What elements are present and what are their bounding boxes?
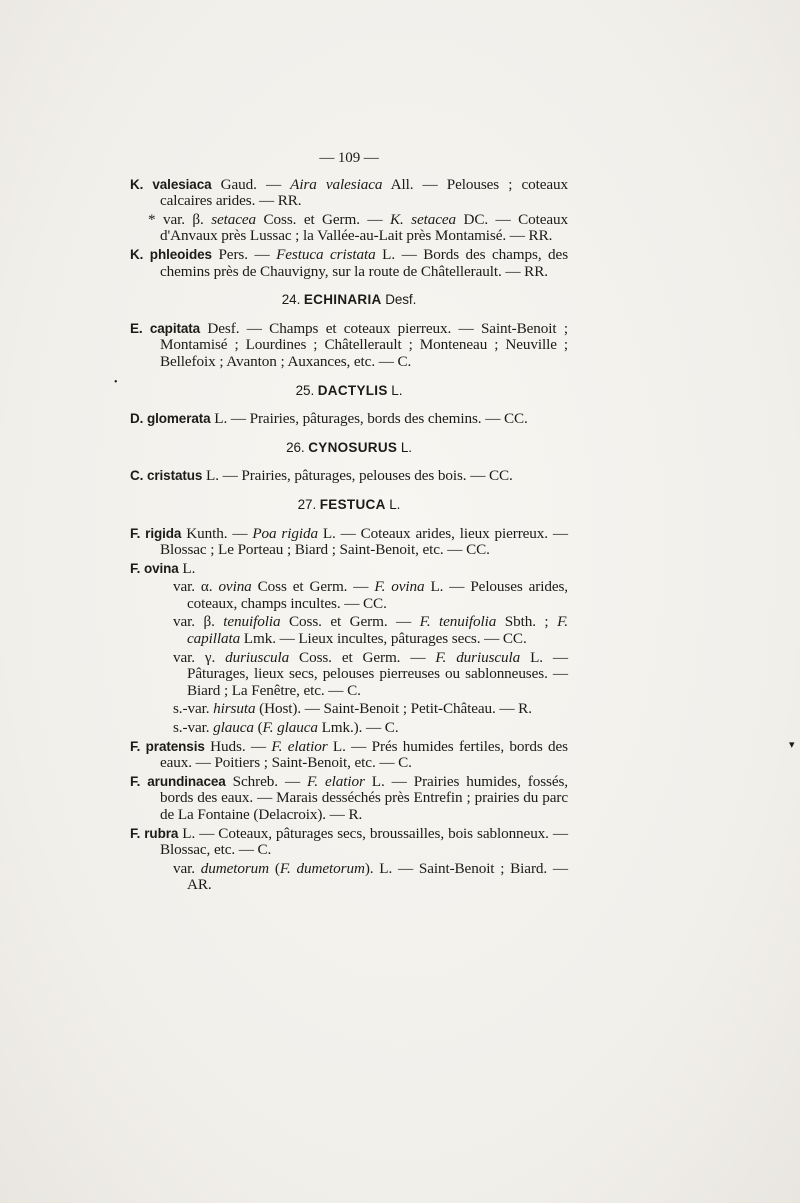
species-name: C. cristatus [130, 468, 203, 484]
text: s.-var. [173, 700, 214, 718]
italic-name: Festuca cristata [276, 245, 376, 263]
italic-name: F. dumetorum [279, 859, 365, 877]
italic-name: F. glauca [262, 719, 318, 737]
entry-f-arundinacea [130, 774, 568, 824]
text: Kunth. — [181, 524, 253, 542]
heading-cynosurus [130, 440, 568, 457]
text-block [130, 150, 568, 896]
section-intro [130, 177, 568, 281]
text: L. — Bords des champs, des chemins près de Chauvigny, sur la route de Châtellerault. — RR. [160, 245, 569, 280]
species-name: K. valesiaca [130, 176, 212, 192]
heading-genus: FESTUCA [319, 496, 386, 512]
text: Lmk.). — C. [317, 719, 399, 737]
text: Pers. — [211, 245, 277, 263]
text: * var. β. [148, 210, 212, 228]
text: Desf. — Champs et coteaux pierreux. — Saint-Benoit ; Montamisé ; Lourdines ; Châtellerault ; Monteneau ; Neuville ; Bellefoix ; Avanton ; Auxances, etc. — C. [160, 319, 568, 370]
entry-f-ovina-sv2 [130, 720, 568, 737]
species-name: F. pratensis [130, 738, 205, 754]
text: (Host). — Saint-Benoit ; Petit-Château. — R. [255, 700, 532, 718]
italic-name: ovina [218, 578, 252, 596]
text: L. — Coteaux, pâturages secs, broussailles, bois sablonneux. — Blossac, etc. — C. [160, 824, 568, 859]
italic-name: duriuscula [225, 648, 290, 666]
heading-number: 27. [297, 496, 320, 512]
section-festuca [130, 526, 568, 894]
text: var. [173, 859, 201, 877]
italic-name: setacea [211, 210, 257, 228]
italic-name: F. capillata [187, 613, 568, 648]
heading-dactylis [130, 383, 568, 400]
text: Gaud. — [211, 175, 291, 193]
italic-name: Poa rigida [252, 524, 318, 542]
italic-name: F. elatior [307, 772, 365, 790]
italic-name: hirsuta [213, 700, 256, 718]
species-name: F. arundinacea [130, 773, 226, 789]
heading-genus: CYNOSURUS [308, 439, 398, 455]
species-name: F. rubra [130, 825, 179, 841]
text: L. — Prairies, pâturages, pelouses des bois. — CC. [202, 467, 513, 485]
text: L. [178, 559, 196, 577]
italic-name: K. setacea [389, 210, 456, 228]
italic-name: F. ovina [374, 578, 425, 596]
italic-name: F. elatior [271, 737, 328, 755]
heading-festuca [130, 497, 568, 514]
margin-bullet: • [114, 377, 118, 388]
entry-k-phleoides [130, 247, 568, 280]
entry-c-cristatus [130, 468, 568, 485]
italic-name: dumetorum [200, 859, 270, 877]
text: DC. — Coteaux d'Anvaux près Lussac ; la Vallée-au-Lait près Montamisé. — RR. [160, 210, 569, 245]
heading-author: Desf. [381, 292, 417, 308]
text: Sbth. ; [496, 613, 558, 631]
text: ( [269, 859, 280, 877]
entry-f-ovina [130, 561, 568, 578]
species-name: D. glomerata [130, 411, 211, 427]
entry-f-ovina-sv1 [130, 701, 568, 718]
entry-f-ovina-g [130, 650, 568, 700]
section-dactylis [130, 411, 568, 428]
entry-f-pratensis [130, 739, 568, 772]
entry-k-valesiaca-var [130, 212, 568, 245]
entry-k-valesiaca [130, 177, 568, 210]
text: Lmk. — Lieux incultes, pâturages secs. — CC. [240, 630, 527, 648]
entry-f-ovina-b [130, 614, 568, 647]
heading-number: 26. [286, 439, 309, 455]
text: L. — Pâturages, lieux secs, pelouses pierreuses ou sablonneuses. — Biard ; La Fenêtre, etc. — C. [187, 648, 568, 699]
species-name: F. rigida [130, 525, 182, 541]
text: var. γ. [173, 648, 226, 666]
text: Huds. — [204, 737, 272, 755]
text: All. — Pelouses ; coteaux calcaires arides. — RR. [160, 175, 568, 210]
text: L. — Prairies humides, fossés, bords des eaux. — Marais desséchés près Entrefin ; prairies du parc de La Fontaine (Delacroix). — R. [160, 772, 568, 823]
text: Coss et Germ. — [251, 578, 375, 596]
heading-author: L. [387, 382, 403, 398]
section-cynosurus [130, 468, 568, 485]
text: var. α. [173, 578, 219, 596]
section-echinaria [130, 321, 568, 371]
italic-name: Aira valesiaca [290, 175, 383, 193]
italic-name: glauca [213, 719, 254, 737]
italic-name: F. duriuscula [435, 648, 521, 666]
entry-e-capitata [130, 321, 568, 371]
italic-name: F. tenuifolia [419, 613, 497, 631]
text: Coss. et Germ. — [289, 648, 436, 666]
entry-f-rigida [130, 526, 568, 559]
text: L. — Pelouses arides, coteaux, champs incultes. — CC. [187, 578, 569, 612]
page-number: — 109 — [319, 150, 379, 166]
heading-number: 24. [281, 292, 304, 308]
text: var. β. [173, 613, 224, 631]
entry-d-glomerata [130, 411, 568, 428]
text: Schreb. — [225, 772, 308, 790]
species-name: E. capitata [130, 320, 201, 336]
entry-f-ovina-a [130, 579, 568, 612]
heading-echinaria [130, 292, 568, 309]
heading-genus: ECHINARIA [303, 292, 382, 308]
text: Coss. et Germ. — [256, 210, 390, 228]
text: Coss. et Germ. — [280, 613, 420, 631]
entry-f-rubra [130, 826, 568, 859]
text: s.-var. [173, 719, 214, 737]
species-name: F. ovina [130, 560, 179, 576]
entry-f-rubra-var [130, 861, 568, 894]
text: ). L. — Saint-Benoit ; Biard. — AR. [187, 859, 568, 894]
heading-genus: DACTYLIS [317, 382, 388, 398]
heading-number: 25. [295, 382, 318, 398]
heading-author: L. [385, 496, 401, 512]
margin-mark: ▾ [789, 739, 795, 751]
heading-author: L. [397, 439, 412, 455]
species-name: K. phleoides [130, 246, 212, 262]
italic-name: tenuifolia [223, 613, 281, 631]
text: L. — Prés humides fertiles, bords des eaux. — Poitiers ; Saint-Benoit, etc. — C. [160, 737, 568, 772]
text: L. — Prairies, pâturages, bords des chemins. — CC. [210, 410, 528, 428]
text: L. — Coteaux arides, lieux pierreux. — Blossac ; Le Porteau ; Biard ; Saint-Benoit, etc. — CC. [160, 524, 568, 559]
text: ( [253, 719, 263, 737]
